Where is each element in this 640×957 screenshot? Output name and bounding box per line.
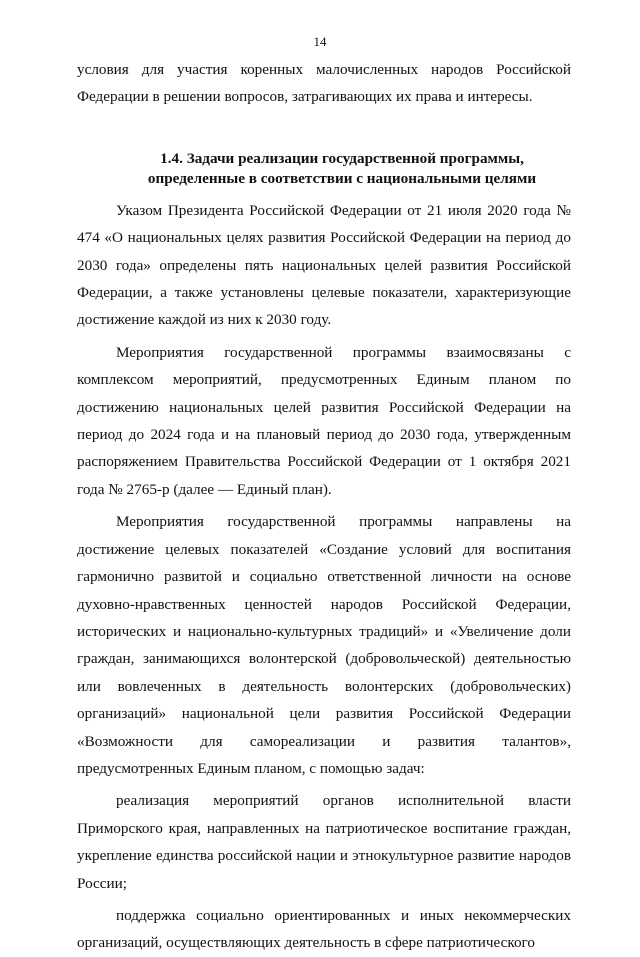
section-heading-line-2: определенные в соответствии с национальными целями <box>147 169 537 187</box>
document-body <box>77 56 571 957</box>
page-number: 14 <box>313 34 327 49</box>
paragraph-measures-targets: Мероприятия государственной программы направлены на достижение целевых показателей «Создание условий для воспитания гармонично развитой и социально ответственной личности на основе духовно-нравственных ценностей народов Российской Федерации, исторических и национально-культурных традиций» и «Увеличение доли граждан, занимающихся волонтерской (добровольческой) деятельностью или вовлеченных в деятельность волонтерских (добровольческих) организаций» национальной цели развития Российской Федерации «Возможности для самореализации и развития талантов», предусмотренных Единым планом, с помощью задач: <box>77 513 571 777</box>
intro-paragraph: условия для участия коренных малочисленных народов Российской Федерации в решении вопросов, затрагивающих их права и интересы. <box>77 61 571 106</box>
paragraph-task-2: поддержка социально ориентированных и иных некоммерческих организаций, осуществляющих деятельность в сфере патриотического <box>77 906 571 952</box>
section-heading-line-1: 1.4. Задачи реализации государственной программы, <box>160 149 524 167</box>
paragraph-decree: Указом Президента Российской Федерации от 21 июля 2020 года № 474 «О национальных целях развития Российской Федерации на период до 2030 года» определены пять национальных целей развития Российской Федерации, а также установлены целевые показатели, характеризующие достижение каждой из них к 2030 году. <box>77 201 571 329</box>
paragraph-task-1: реализация мероприятий органов исполнительной власти Приморского края, направленных на патриотическое воспитание граждан, укрепление единства российской нации и этнокультурное развитие народов России; <box>77 792 571 892</box>
paragraph-measures-linked: Мероприятия государственной программы взаимосвязаны с комплексом мероприятий, предусмотренных Единым планом по достижению национальных целей развития Российской Федерации на период до 2024 года и на плановый период до 2030 года, утвержденным распоряжением Правительства Российской Федерации от 1 октября 2021 года № 2765-р (далее — Единый план). <box>77 343 571 498</box>
section-heading <box>77 149 571 189</box>
